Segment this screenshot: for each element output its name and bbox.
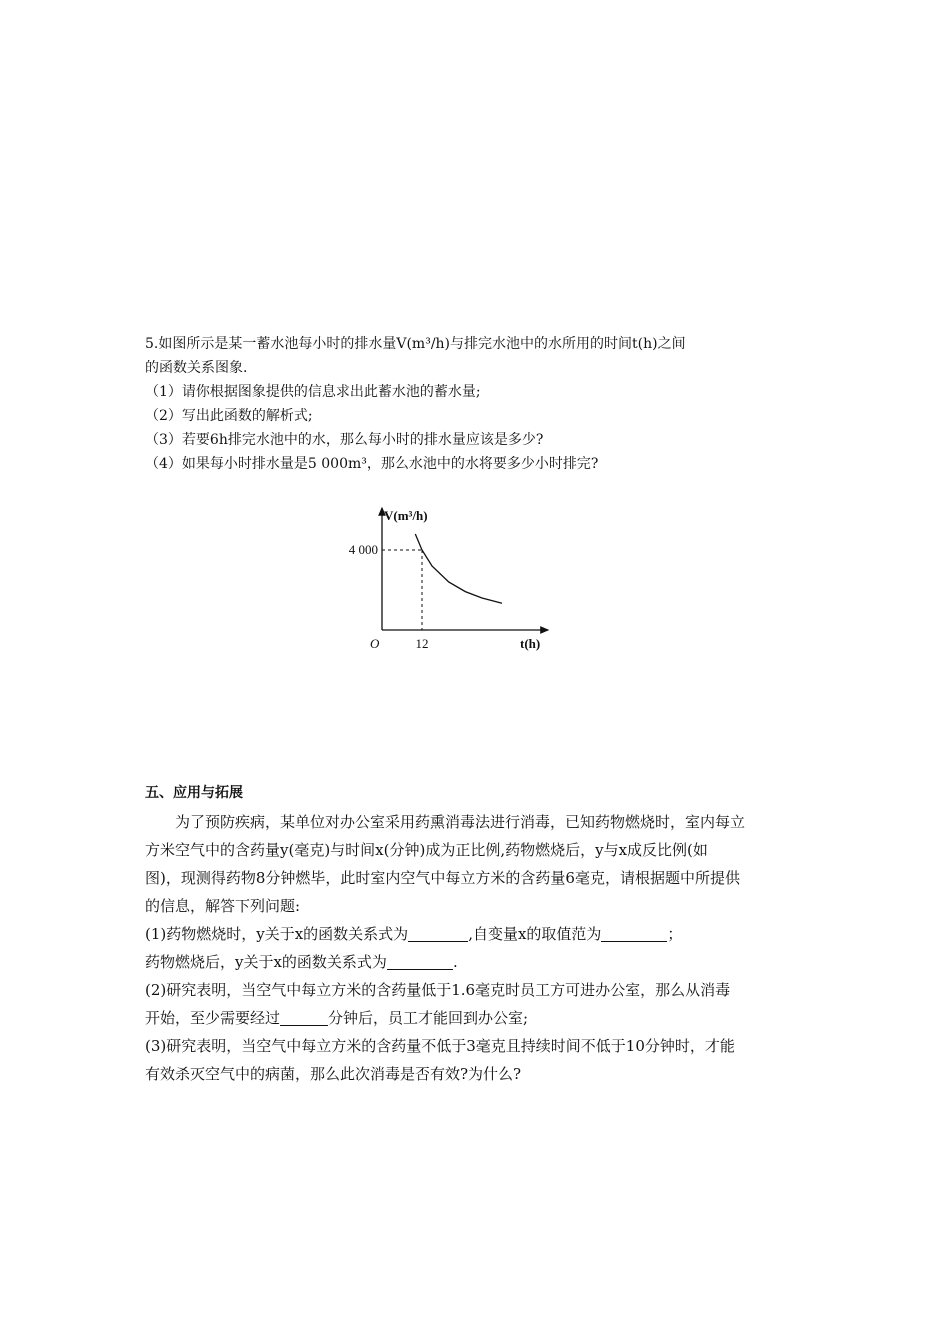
problem-line: 方米空气中的含药量y(毫克)与时间x(分钟)成为正比例,药物燃烧后，y与x成反比例(如 — [145, 841, 708, 859]
reciprocal-function-graph — [340, 500, 560, 660]
problem-line: 图)，现测得药物8分钟燃毕，此时室内空气中每立方米的含药量6毫克，请根据题中所提供 — [145, 869, 740, 887]
q5-line: 的函数关系图象. — [145, 360, 248, 376]
y-tick-label: 4 000 — [348, 542, 378, 557]
q2-text: 分钟后，员工才能回到办公室; — [328, 1009, 529, 1027]
answer-blank[interactable] — [408, 925, 468, 942]
question-3-line: (3)研究表明，当空气中每立方米的含药量不低于3毫克且持续时间不低于10分钟时，才能 — [145, 1037, 735, 1055]
answer-blank[interactable] — [387, 953, 453, 970]
question-2-line: (2)研究表明，当空气中每立方米的含药量低于1.6毫克时员工方可进办公室，那么从消毒 — [145, 981, 731, 999]
q5-line: （3）若要6h排完水池中的水，那么每小时的排水量应该是多少? — [145, 432, 544, 448]
section-title: 五、应用与拓展 — [145, 785, 243, 801]
problem-line: 为了预防疾病，某单位对办公室采用药熏消毒法进行消毒，已知药物燃烧时，室内每立 — [175, 813, 746, 831]
q5-line: 5.如图所示是某一蓄水池每小时的排水量V(m³/h)与排完水池中的水所用的时间t(h)之间 — [145, 336, 686, 352]
x-tick-label: 12 — [415, 636, 429, 651]
y-axis-label: V(m³/h) — [384, 508, 428, 523]
q5-line: （2）写出此函数的解析式; — [145, 408, 313, 424]
question-3-line: 有效杀灭空气中的病菌，那么此次消毒是否有效?为什么? — [145, 1065, 522, 1083]
x-axis-label: t(h) — [520, 636, 541, 651]
question-2-line — [145, 1004, 815, 1032]
q1-text: ； — [667, 925, 683, 943]
q1-text: 药物燃烧后，y关于x的函数关系式为 — [145, 953, 387, 971]
q5-line: （1）请你根据图象提供的信息求出此蓄水池的蓄水量; — [145, 384, 481, 400]
graph-svg — [340, 500, 560, 660]
q2-text: 开始，至少需要经过 — [145, 1009, 281, 1027]
answer-blank[interactable] — [601, 925, 667, 942]
question-1-line — [145, 920, 815, 948]
q1-text: (1)药物燃烧时，y关于x的函数关系式为 — [145, 925, 409, 943]
origin-label: O — [370, 636, 380, 651]
application-problem — [145, 808, 815, 1088]
q1-text: ,自变量x的取值范为 — [468, 925, 602, 943]
curve-line — [415, 534, 502, 603]
question-1-line — [145, 948, 815, 976]
q5-line: （4）如果每小时排水量是5 000m³，那么水池中的水将要多少小时排完? — [145, 456, 599, 472]
problem-line: 的信息，解答下列问题: — [145, 897, 301, 915]
answer-blank[interactable] — [280, 1009, 328, 1026]
question-5 — [145, 332, 815, 476]
q1-text: . — [452, 953, 458, 971]
